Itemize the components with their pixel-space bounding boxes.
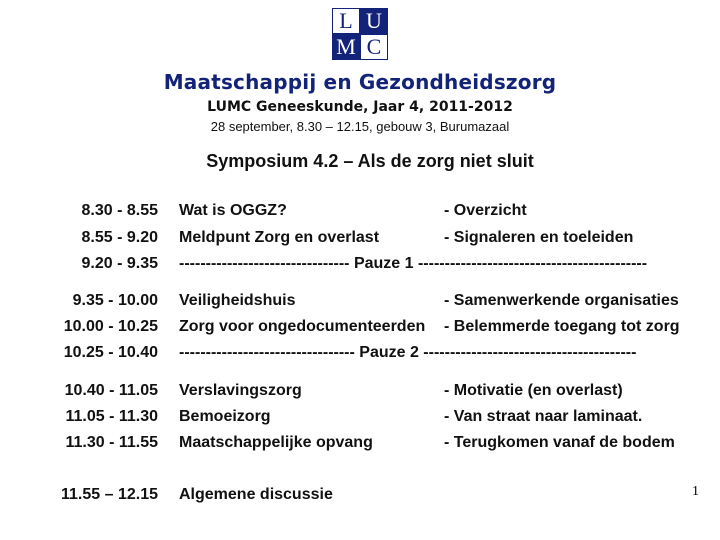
course-title: Maatschappij en Gezondheidszorg: [163, 70, 557, 94]
topic: Maatschappelijke opvang: [179, 434, 373, 451]
course-subtitle: LUMC Geneeskunde, Jaar 4, 2011-2012: [207, 99, 513, 115]
logo-letter-c: C: [360, 34, 388, 60]
topic-note: - Samenwerkende organisaties: [444, 292, 679, 309]
topic: Bemoeizorg: [179, 408, 271, 425]
time-slot: 10.25 - 10.40: [63, 344, 158, 361]
topic-note: - Overzicht: [444, 202, 527, 219]
page-number: 1: [692, 484, 699, 499]
pause-divider: --------------------------------- Pauze 2 ----------------------------------------: [179, 344, 637, 361]
topic-note: - Motivatie (en overlast): [444, 382, 623, 399]
session-details: 28 september, 8.30 – 12.15, gebouw 3, Burumazaal: [210, 119, 510, 134]
time-slot: 8.55 - 9.20: [81, 229, 158, 246]
time-slot: 11.55 – 12.15: [61, 486, 158, 503]
topic: Wat is OGGZ?: [179, 202, 287, 219]
time-slot: 11.05 - 11.30: [65, 408, 158, 425]
time-slot: 11.30 - 11.55: [65, 434, 158, 451]
topic: Meldpunt Zorg en overlast: [179, 229, 380, 246]
time-slot: 9.35 - 10.00: [72, 292, 158, 309]
logo-letter-l: L: [332, 8, 360, 34]
topic-note: - Van straat naar laminaat.: [444, 408, 643, 425]
topic-note: - Signaleren en toeleiden: [444, 229, 634, 246]
topic-note: - Belemmerde toegang tot zorg: [444, 318, 680, 335]
symposium-title: Symposium 4.2 – Als de zorg niet sluit: [206, 151, 534, 171]
topic: Zorg voor ongedocumenteerden: [179, 318, 426, 335]
lumc-logo: [332, 8, 388, 60]
topic-note: - Terugkomen vanaf de bodem: [444, 434, 675, 451]
topic: Veiligheidshuis: [179, 292, 296, 309]
topic: Verslavingszorg: [179, 382, 302, 399]
time-slot: 8.30 - 8.55: [81, 202, 158, 219]
logo-letter-m: M: [332, 34, 360, 60]
time-slot: 9.20 - 9.35: [81, 255, 158, 272]
time-slot: 10.00 - 10.25: [63, 318, 158, 335]
pause-divider: -------------------------------- Pauze 1 -------------------------------------------: [179, 255, 648, 272]
time-slot: 10.40 - 11.05: [64, 382, 158, 399]
topic: Algemene discussie: [179, 486, 333, 503]
logo-letter-u: U: [360, 8, 388, 34]
